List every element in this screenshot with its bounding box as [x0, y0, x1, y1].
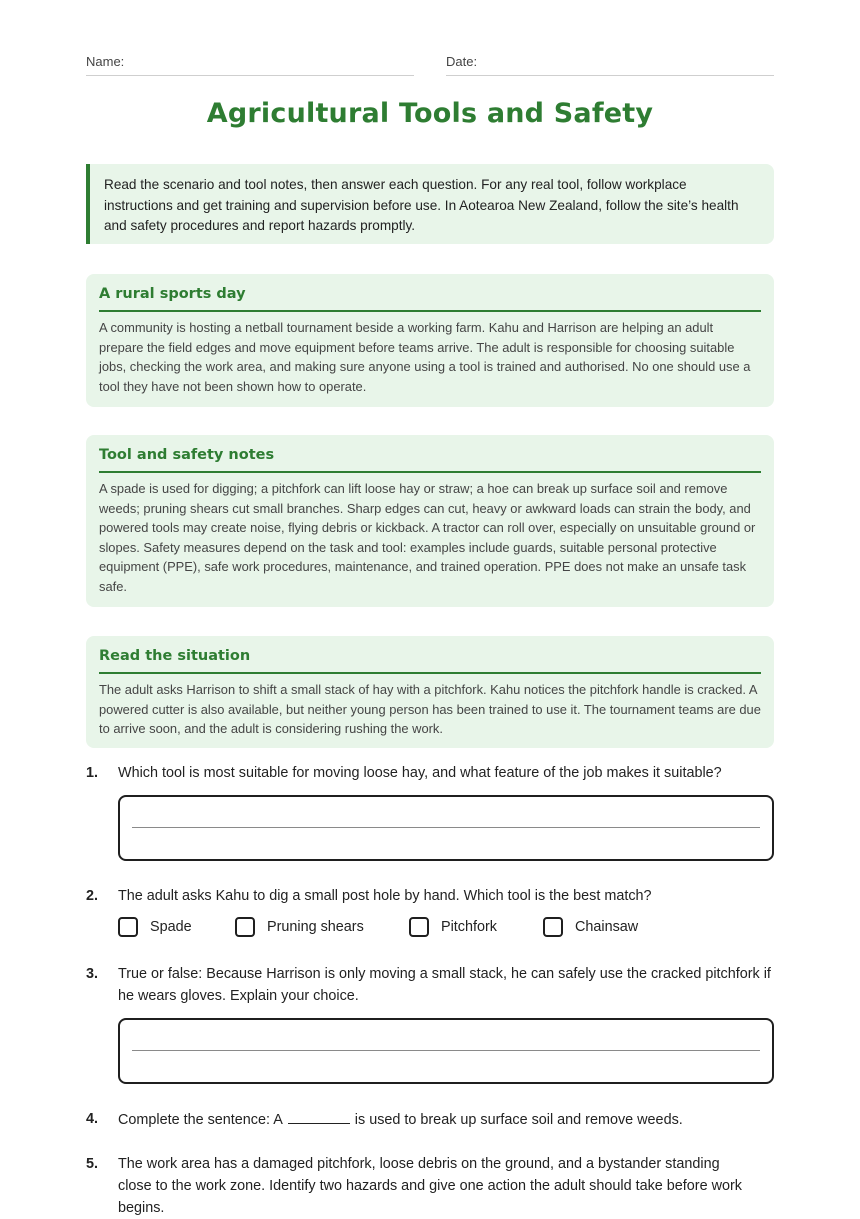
situation-text: The adult asks Harrison to shift a small stack of hay with a pitchfork. Kahu notices the pitchfork handle is cracked. A powered cutter is also available, but neither young person has been trained to use it. The tournament teams are due to arrive soon, and the adult is considering rushing the work.	[99, 682, 761, 737]
question-number: 4.	[86, 1111, 99, 1127]
checkbox[interactable]	[235, 917, 255, 937]
tool-notes-heading: Tool and safety notes	[99, 447, 761, 473]
question-2	[86, 885, 774, 945]
question-text: The work area has a damaged pitchfork, loose debris on the ground, and a bystander standing close to the work zone. Identify two hazards and give one action the adult should take before work begins.	[118, 1156, 742, 1216]
option-chainsaw[interactable]	[543, 916, 638, 938]
answer-options	[118, 916, 774, 942]
instructions-box: Read the scenario and tool notes, then answer each question. For any real tool, follow workplace instructions and get training and supervision before use. In Aotearoa New Zealand, follow the site’s health and safety procedures and report hazards promptly.	[86, 164, 774, 244]
question-5	[86, 1153, 774, 1219]
question-text: True or false: Because Harrison is only moving a small stack, he can safely use the cracked pitchfork if he wears gloves. Explain your choice.	[118, 966, 771, 1004]
option-pitchfork[interactable]	[409, 916, 497, 938]
question-number: 3.	[86, 966, 99, 982]
option-spade[interactable]	[118, 916, 192, 938]
question-3	[86, 963, 774, 1088]
scenario-heading: A rural sports day	[99, 286, 761, 312]
option-label: Pruning shears	[267, 919, 364, 935]
question-4	[86, 1108, 774, 1132]
answer-box[interactable]	[118, 1018, 774, 1084]
scenario-text: A community is hosting a netball tournament beside a working farm. Kahu and Harrison are helping an adult prepare the field edges and move equipment before teams arrive. The adult is responsible for choosing suitable jobs, checking the work area, and making sure anyone using a tool is trained and authorised. No one should use a tool they have not been shown how to operate.	[99, 320, 751, 394]
sentence-start: Complete the sentence: A	[118, 1112, 283, 1128]
question-1	[86, 762, 774, 862]
sentence-end: is used to break up surface soil and remove weeds.	[354, 1112, 683, 1128]
situation-card	[86, 636, 774, 748]
situation-heading: Read the situation	[99, 648, 761, 674]
date-field[interactable]	[446, 54, 774, 76]
tool-notes-text: A spade is used for digging; a pitchfork can lift loose hay or straw; a hoe can break up surface soil and remove weeds; pruning shears cut small branches. Sharp edges can cut, heavy or awkward loads can strain the body, and powered tools may create noise, flying debris or kickback. A tractor can roll over, especially on unsuitable ground or slopes. Safety measures depend on the task and tool: examples include guards, suitable personal protective equipment (PPE), safe work procedures, maintenance, and trained operation. PPE does not make an unsafe task safe.	[99, 481, 756, 594]
date-label: Date:	[446, 54, 478, 69]
checkbox[interactable]	[409, 917, 429, 937]
page-title: Agricultural Tools and Safety	[206, 98, 654, 129]
option-label: Pitchfork	[441, 919, 497, 935]
option-label: Spade	[150, 919, 192, 935]
question-number: 1.	[86, 765, 99, 781]
answer-box[interactable]	[118, 795, 774, 861]
question-number: 2.	[86, 888, 99, 904]
fill-in-blank[interactable]	[288, 1108, 350, 1124]
tool-notes-card	[86, 435, 774, 607]
question-text	[118, 1108, 774, 1131]
checkbox[interactable]	[118, 917, 138, 937]
question-text: Which tool is most suitable for moving loose hay, and what feature of the job makes it suitable?	[118, 765, 722, 781]
answer-line	[132, 827, 760, 828]
checkbox[interactable]	[543, 917, 563, 937]
name-label: Name:	[86, 54, 125, 69]
scenario-card	[86, 274, 774, 407]
question-number: 5.	[86, 1156, 99, 1172]
option-pruning-shears[interactable]	[235, 916, 364, 938]
name-field[interactable]	[86, 54, 414, 76]
header-fields	[86, 54, 774, 76]
answer-line	[132, 1050, 760, 1051]
option-label: Chainsaw	[575, 919, 639, 935]
question-text: The adult asks Kahu to dig a small post hole by hand. Which tool is the best match?	[118, 888, 652, 904]
